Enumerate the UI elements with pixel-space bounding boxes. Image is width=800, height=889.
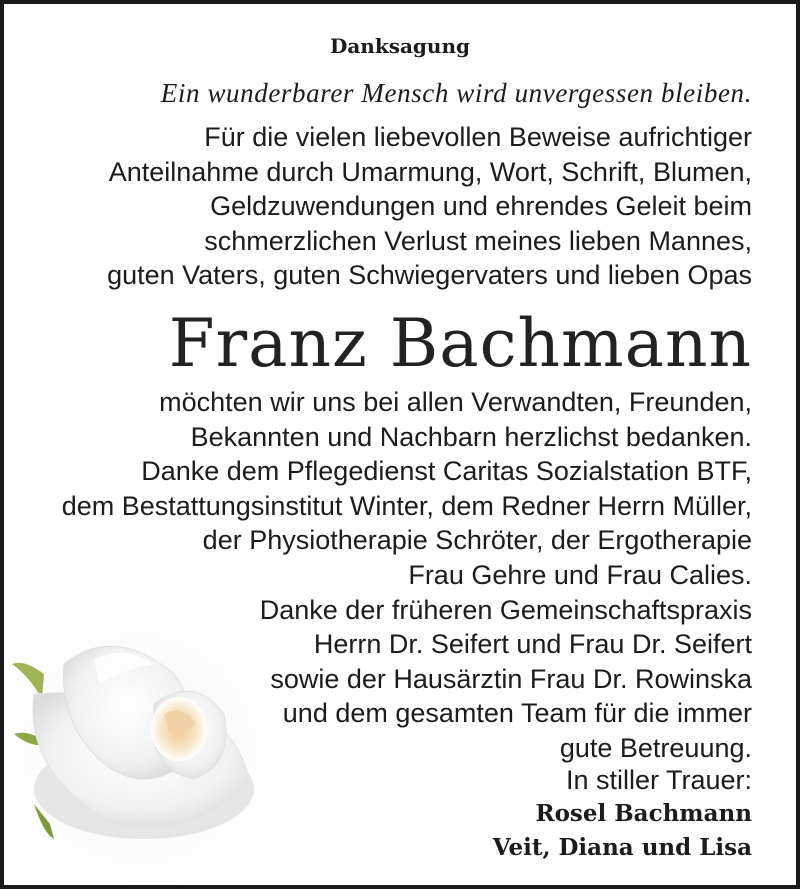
- body-line: Herrn Dr. Seifert und Frau Dr. Seifert: [313, 629, 752, 660]
- mourner-name: Veit, Diana und Lisa: [492, 834, 752, 861]
- tagline: Ein wunderbarer Mensch wird unvergessen bleiben.: [160, 78, 752, 108]
- deceased-name: Franz Bachmann: [168, 305, 752, 382]
- body-line: und dem gesamten Team für die immer: [282, 698, 752, 729]
- body-line: der Physiotherapie Schröter, der Ergotherapie: [202, 525, 752, 556]
- thanks-paragraph: [62, 385, 752, 766]
- body-line: gute Betreuung.: [559, 732, 752, 763]
- body-line: Danke dem Pflegedienst Caritas Sozialstation BTF,: [141, 456, 752, 487]
- body-line: möchten wir uns bei allen Verwandten, Freunden,: [159, 387, 752, 417]
- body-line: Frau Gehre und Frau Calies.: [408, 559, 752, 590]
- body-line: Danke der früheren Gemeinschaftspraxis: [259, 594, 752, 625]
- intro-line: Anteilnahme durch Umarmung, Wort, Schrift, Blumen,: [108, 156, 752, 187]
- intro-line: Geldzuwendungen und ehrendes Geleit beim: [210, 191, 752, 221]
- body-line: sowie der Hausärztin Frau Dr. Rowinska: [270, 663, 752, 694]
- intro-line: guten Vaters, guten Schwiegervaters und lieben Opas: [107, 260, 752, 290]
- intro-paragraph: [107, 120, 752, 293]
- mourner-name: Rosel Bachmann: [535, 800, 752, 827]
- signoff: [493, 763, 752, 865]
- intro-line: Für die vielen liebevollen Beweise aufrichtiger: [204, 122, 752, 152]
- intro-line: schmerzlichen Verlust meines lieben Mannes,: [204, 225, 752, 256]
- signoff-intro: In stiller Trauer:: [565, 765, 752, 795]
- body-line: Bekannten und Nachbarn herzlichst bedanken.: [190, 421, 752, 452]
- body-line: dem Bestattungsinstitut Winter, dem Redner Herrn Müller,: [61, 490, 752, 521]
- notice-heading: Danksagung: [330, 34, 470, 58]
